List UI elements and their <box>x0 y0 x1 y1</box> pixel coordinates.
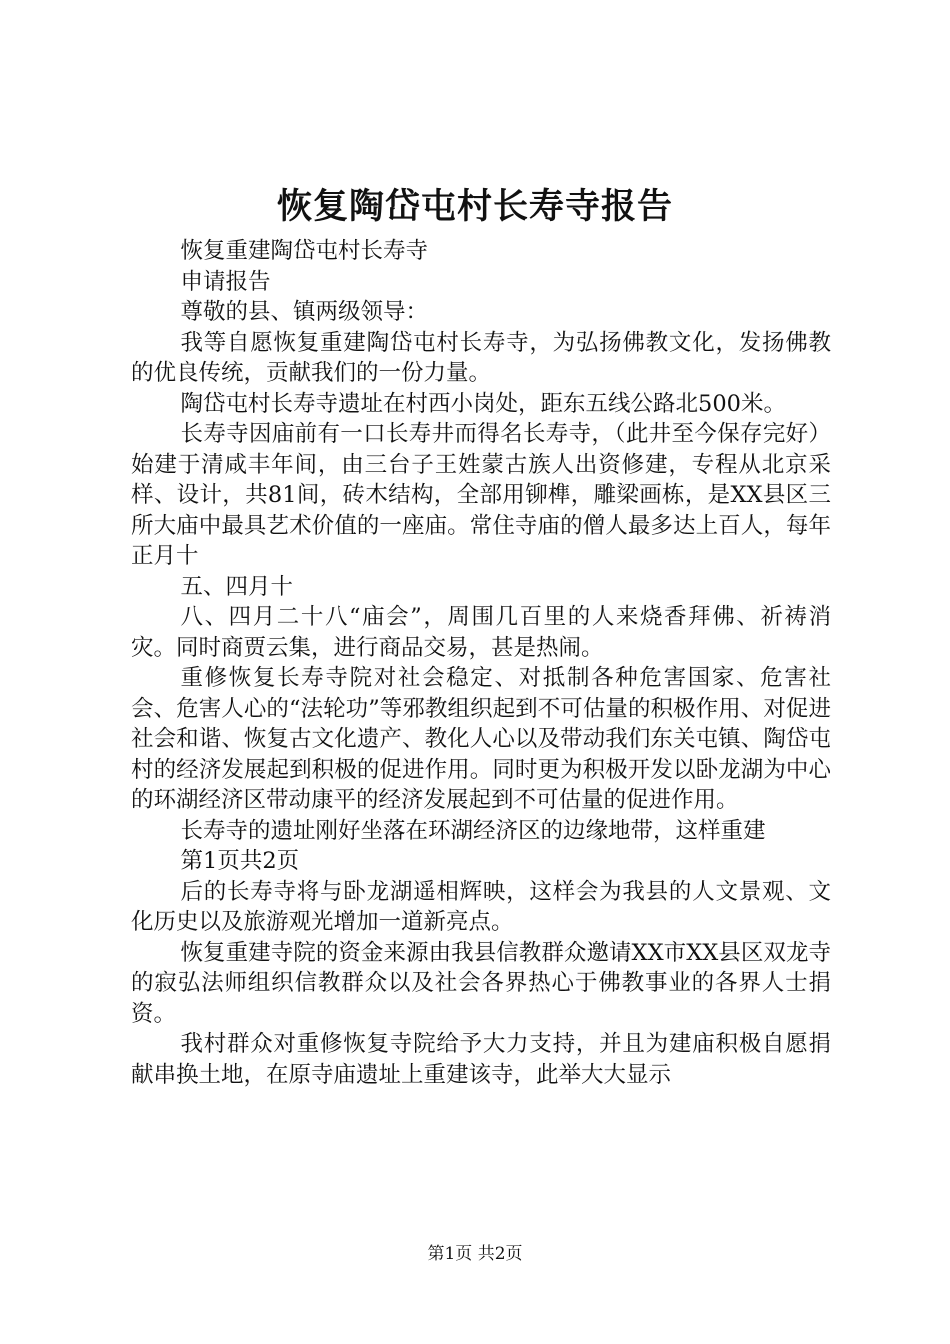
paragraph: 尊敬的县、镇两级领导： <box>180 299 429 325</box>
paragraph: 我等自愿恢复重建陶岱屯村长寿寺，为弘扬佛教文化，发扬佛教的优良传统，贡献我们的一份力量。 <box>131 329 831 386</box>
paragraph: 申请报告 <box>180 268 271 295</box>
page-footer: 第1页 共2页 <box>427 1244 523 1264</box>
paragraph: 恢复重建陶岱屯村长寿寺 <box>180 238 429 264</box>
paragraph: 八、四月二十八“庙会”，周围几百里的人来烧香拜佛、祈祷消灾。同时商贾云集，进行商品交易，甚是热闹。 <box>131 604 831 661</box>
paragraph: 五、四月十 <box>180 573 294 600</box>
paragraph: 重修恢复长寿寺院对社会稳定、对抵制各种危害国家、危害社会、危害人心的“法轮功”等邪教组织起到不可估量的积极作用、对促进社会和谐、恢复古文化遗产、教化人心以及带动我们东关屯镇、陶岱屯村的经济发展起到积极的促进作用。同时更为积极开发以卧龙湖为中心的环湖经济区带动康平的经济发展起到不可估量的促进作用。 <box>131 665 831 813</box>
document-body <box>131 236 831 1090</box>
paragraph: 长寿寺因庙前有一口长寿井而得名长寿寺，（此井至今保存完好）始建于清咸丰年间，由三台子王姓蒙古族人出资修建，专程从北京采样、设计，共81间，砖木结构，全部用铆榫，雕梁画栋，是XX县区三所大庙中最具艺术价值的一座庙。常住寺庙的僧人最多达上百人，每年正月十 <box>131 421 831 569</box>
paragraph: 后的长寿寺将与卧龙湖遥相辉映，这样会为我县的人文景观、文化历史以及旅游观光增加一道新亮点。 <box>131 878 831 935</box>
inline-page-marker: 第1页共2页 <box>180 848 300 874</box>
document-title: 恢复陶岱屯村长寿寺报告 <box>276 186 673 227</box>
paragraph: 我村群众对重修恢复寺院给予大力支持，并且为建庙积极自愿捐献串换土地，在原寺庙遗址上重建该寺，此举大大显示 <box>131 1031 831 1088</box>
paragraph: 长寿寺的遗址刚好坐落在环湖经济区的边缘地带，这样重建 <box>180 817 766 844</box>
paragraph: 恢复重建寺院的资金来源由我县信教群众邀请XX市XX县区双龙寺的寂弘法师组织信教群众以及社会各界热心于佛教事业的各界人士捐资。 <box>131 939 831 1027</box>
paragraph: 陶岱屯村长寿寺遗址在村西小岗处，距东五线公路北500米。 <box>180 390 786 417</box>
